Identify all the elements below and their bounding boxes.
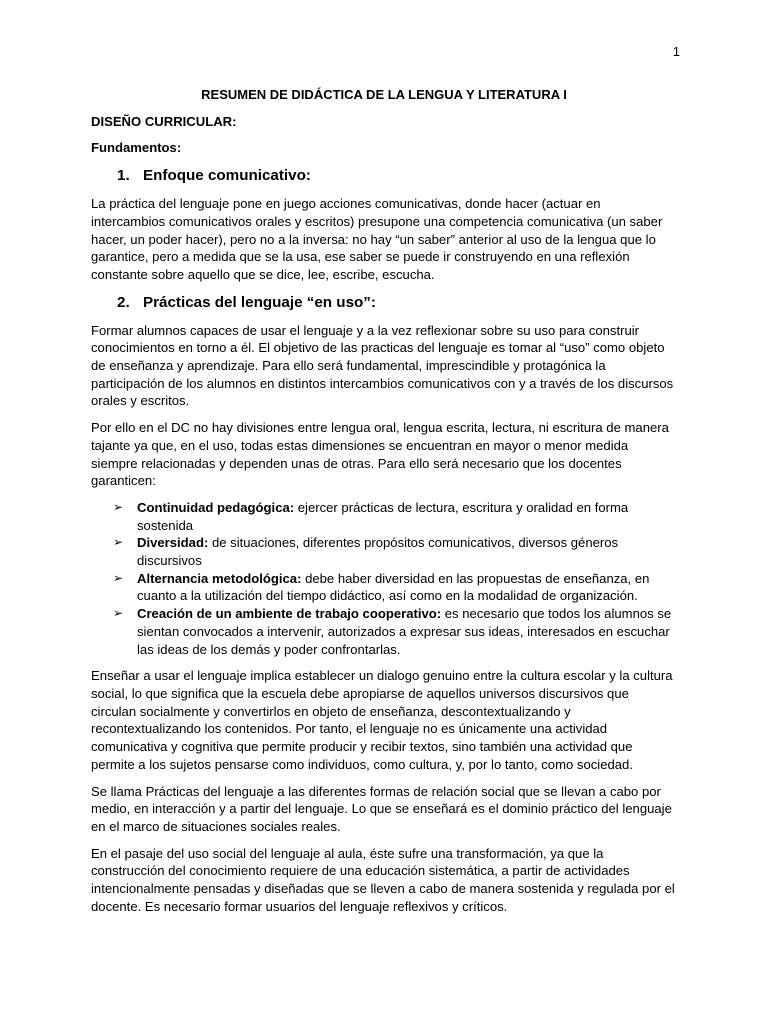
arrow-bullet-icon: ➢ [113,499,124,514]
heading-practicas-del-lenguaje [91,293,677,313]
heading-text: Enfoque comunicativo: [143,167,311,185]
arrow-bullet-icon: ➢ [113,535,124,550]
heading-enfoque-comunicativo [91,166,677,186]
bullet-list [91,499,677,658]
paragraph-3: Por ello en el DC no hay divisiones entre lengua oral, lengua escrita, lectura, ni escritura de manera tajante ya que, en el uso, todas estas dimensiones se encuentran en mayor o menor medida siempre relacionadas y dependen unas de otras. Para ello será necesario que los docentes garanticen: [91,420,669,489]
bullet-text: de situaciones, diferentes propósitos comunicativos, diversos géneros discursivos [137,535,619,569]
arrow-bullet-icon: ➢ [113,606,124,621]
heading-number: 1. [117,167,130,185]
bullet-item [91,605,677,658]
section-label: DISEÑO CURRICULAR: [91,113,237,129]
subsection-label: Fundamentos: [91,140,182,156]
page-number: 1 [672,44,680,59]
paragraph-5: Se llama Prácticas del lenguaje a las diferentes formas de relación social que se llevan a cabo por medio, en interacción y a partir del lenguaje. Lo que se enseñará es el dominio práctico del lenguaje en el marco de situaciones sociales reales. [91,783,672,834]
bullet-term: Alternancia metodológica: [137,570,302,586]
heading-text: Prácticas del lenguaje “en uso”: [143,293,376,311]
bullet-term: Continuidad pedagógica: [137,499,295,515]
bullet-text: ejercer prácticas de lectura, escritura y oralidad en forma sostenida [137,499,629,533]
paragraph-4: Enseñar a usar el lenguaje implica establecer un dialogo genuino entre la cultura escolar y la cultura social, lo que significa que la escuela debe apropiarse de aquellos universos discursivos que circulan socialmente y convertirlos en objeto de enseñanza, descontextualizando y recontextualizando los contenidos. Por tanto, el lenguaje no es únicamente una actividad comunicativa y cognitiva que permite producir y recibir textos, sino también una actividad que permite a los sujetos pensarse como individuos, como cultura, y, por lo tanto, como sociedad. [91,668,673,772]
bullet-item [91,570,677,605]
paragraph-2: Formar alumnos capaces de usar el lenguaje y a la vez reflexionar sobre su uso para construir conocimientos en torno a él. El objetivo de las practicas del lenguaje es tomar al “uso” como objeto de enseñanza y aprendizaje. Para ello será fundamental, imprescindible y protagónica la participación de los alumnos en distintos intercambios comunicativos con y a través de los discursos orales y escritos. [91,322,674,409]
bullet-text: es necesario que todos los alumnos se sientan convocados a intervenir, autorizados a expresar sus ideas, interesados en escuchar las ideas de los demás y poder confrontarlas. [137,606,672,657]
heading-number: 2. [117,293,130,311]
document-body [91,86,677,924]
arrow-bullet-icon: ➢ [113,570,124,585]
paragraph-1: La práctica del lenguaje pone en juego acciones comunicativas, donde hacer (actuar en intercambios comunicativos orales y escritos) presupone una competencia comunicativa (un saber hacer, un poder hacer), pero no a la inversa: no hay “un saber” anterior al uso de la lengua que lo garantice, pero a medida que se la usa, ese saber se puede ir construyendo en una reflexión constante sobre aquello que se dice, lee, escribe, escucha. [91,196,663,282]
bullet-text: debe haber diversidad en las propuestas de enseñanza, en cuanto a la utilización del tiempo didáctico, así como en la modalidad de organización. [137,570,650,604]
paragraph-6: En el pasaje del uso social del lenguaje al aula, éste sufre una transformación, ya que la construcción del conocimiento requiere de una educación sistemática, a partir de actividades intencionalmente pensadas y diseñadas que se lleven a cabo de manera sostenida y regulada por el docente. Es necesario formar usuarios del lenguaje reflexivos y críticos. [91,845,675,914]
bullet-item [91,499,677,534]
bullet-term: Diversidad: [137,535,209,551]
bullet-item [91,534,677,569]
document-title: RESUMEN DE DIDÁCTICA DE LA LENGUA Y LITERATURA I [201,87,567,102]
bullet-term: Creación de un ambiente de trabajo cooperativo: [137,606,442,622]
